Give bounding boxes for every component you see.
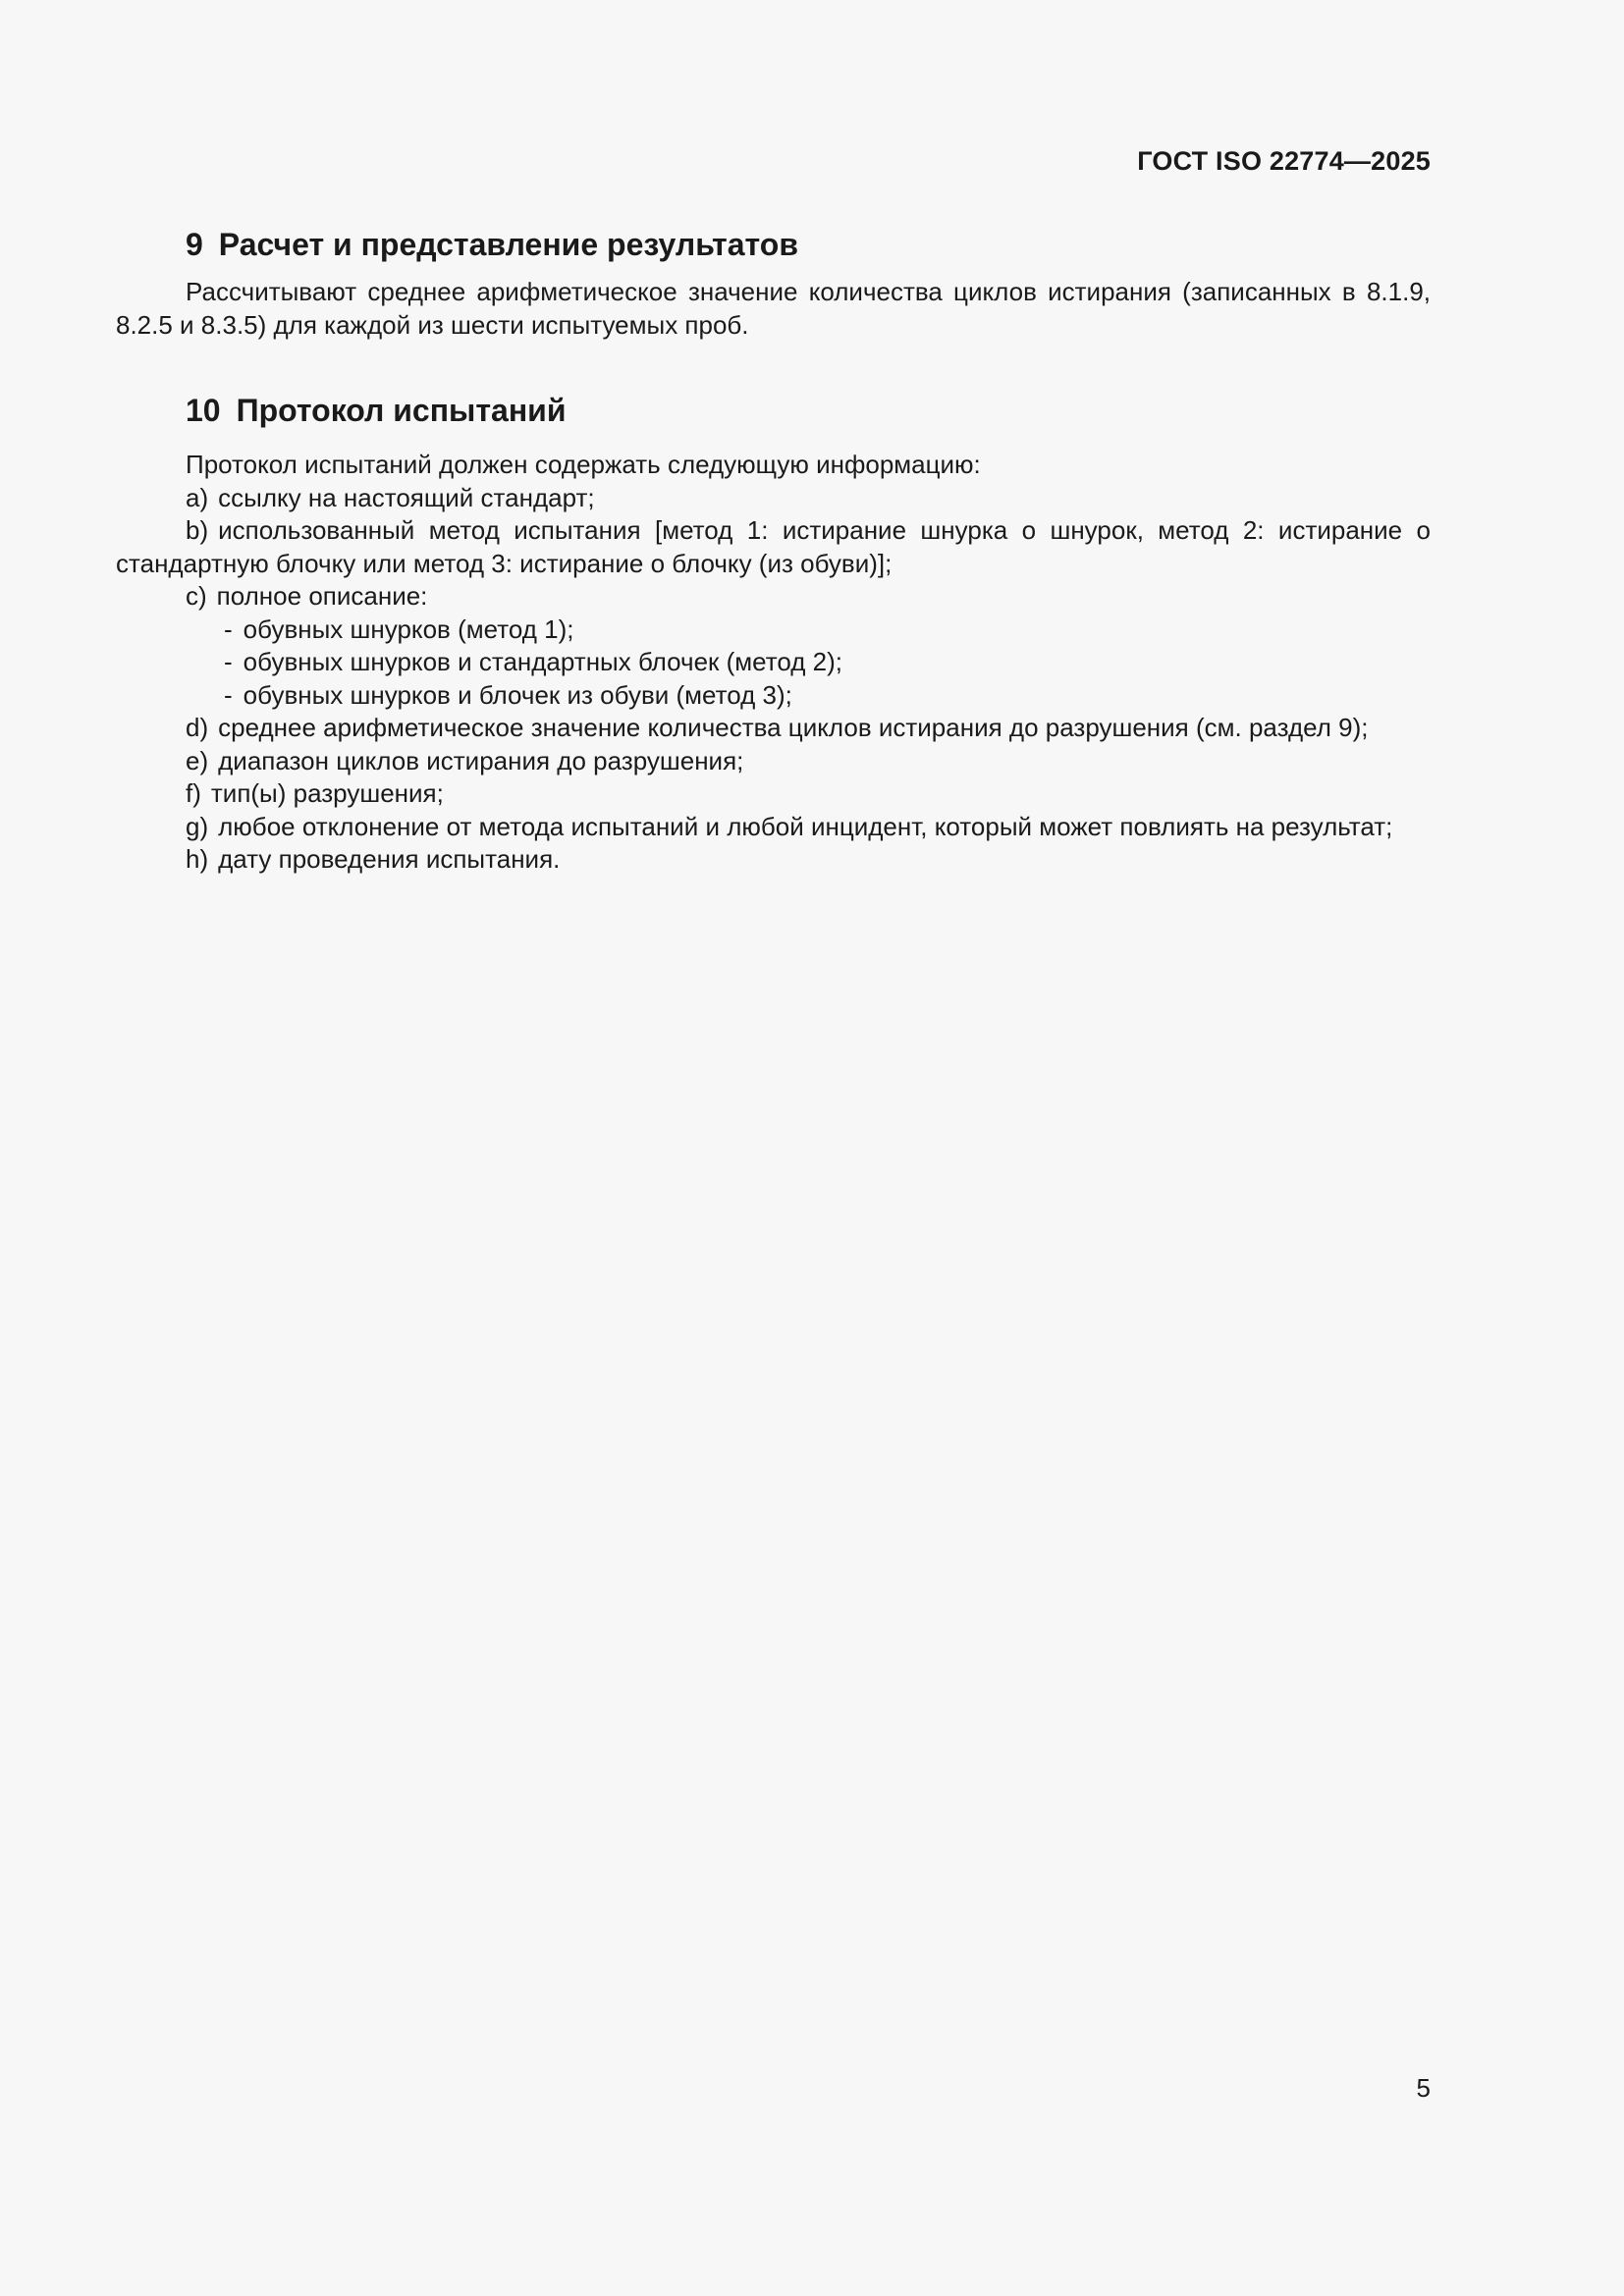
list-marker: a) bbox=[186, 482, 209, 512]
list-item-text: любое отклонение от метода испытаний и любой инцидент, который может повлиять на результат; bbox=[218, 811, 1393, 841]
list-item-text: диапазон циклов истирания до разрушения; bbox=[218, 745, 744, 775]
list-marker: e) bbox=[186, 745, 209, 775]
section-9-heading bbox=[116, 225, 1431, 264]
page-number: 5 bbox=[1416, 2073, 1431, 2103]
document-id-header: ГОСТ ISO 22774—2025 bbox=[1137, 146, 1431, 176]
list-item-b bbox=[116, 514, 1431, 580]
list-item-d bbox=[116, 712, 1431, 745]
dash-marker: - bbox=[224, 647, 233, 676]
dash-marker: - bbox=[224, 679, 233, 710]
list-item-g bbox=[116, 811, 1431, 844]
list-marker: d) bbox=[186, 713, 209, 742]
list-item-text: полное описание: bbox=[216, 581, 428, 611]
dash-marker: - bbox=[224, 614, 233, 644]
protocol-items-list bbox=[116, 482, 1431, 877]
list-item-text: ссылку на настоящий стандарт; bbox=[218, 482, 595, 512]
section-10 bbox=[116, 391, 1431, 877]
list-item-c bbox=[116, 580, 1431, 712]
sublist-item bbox=[116, 646, 1431, 679]
list-marker: g) bbox=[186, 811, 209, 841]
list-item-text: тип(ы) разрушения; bbox=[210, 778, 444, 808]
list-item-f bbox=[116, 777, 1431, 811]
list-marker: b) bbox=[186, 515, 209, 545]
sublist-item bbox=[116, 614, 1431, 647]
section-10-number: 10 bbox=[186, 393, 221, 428]
section-10-title: Протокол испытаний bbox=[236, 393, 567, 428]
list-item-text: среднее арифметическое значение количества циклов истирания до разрушения (см. раздел 9); bbox=[218, 713, 1369, 742]
sublist-item-text: обувных шнурков (метод 1); bbox=[243, 614, 574, 644]
list-item-a bbox=[116, 482, 1431, 515]
list-item-h bbox=[116, 843, 1431, 877]
section-10-heading bbox=[116, 391, 1431, 430]
section-9-title: Расчет и представление результатов bbox=[218, 227, 798, 262]
section-9 bbox=[116, 225, 1431, 342]
list-item-text: дату проведения испытания. bbox=[218, 844, 561, 874]
description-sublist bbox=[116, 614, 1431, 713]
list-marker: h) bbox=[186, 844, 209, 874]
section-9-number: 9 bbox=[186, 227, 203, 262]
section-9-paragraph: Рассчитывают среднее арифметическое значение количества циклов истирания (записанных в 8.1.9, 8.2.5 и 8.3.5) для каждой из шести испытуемых проб. bbox=[116, 277, 1431, 340]
document-page bbox=[116, 0, 1431, 2296]
list-item-text: использованный метод испытания [метод 1: истирание шнурка о шнурок, метод 2: истирание о стандартную блочку или метод 3: истирание о блочку (из обуви)]; bbox=[116, 515, 1431, 578]
sublist-item-text: обувных шнурков и блочек из обуви (метод 3); bbox=[243, 679, 792, 710]
list-marker: c) bbox=[186, 581, 207, 611]
section-10-intro: Протокол испытаний должен содержать следующую информацию: bbox=[186, 450, 981, 479]
sublist-item-text: обувных шнурков и стандартных блочек (метод 2); bbox=[243, 647, 843, 676]
list-marker: f) bbox=[186, 778, 201, 808]
sublist-item bbox=[116, 679, 1431, 713]
list-item-e bbox=[116, 745, 1431, 778]
